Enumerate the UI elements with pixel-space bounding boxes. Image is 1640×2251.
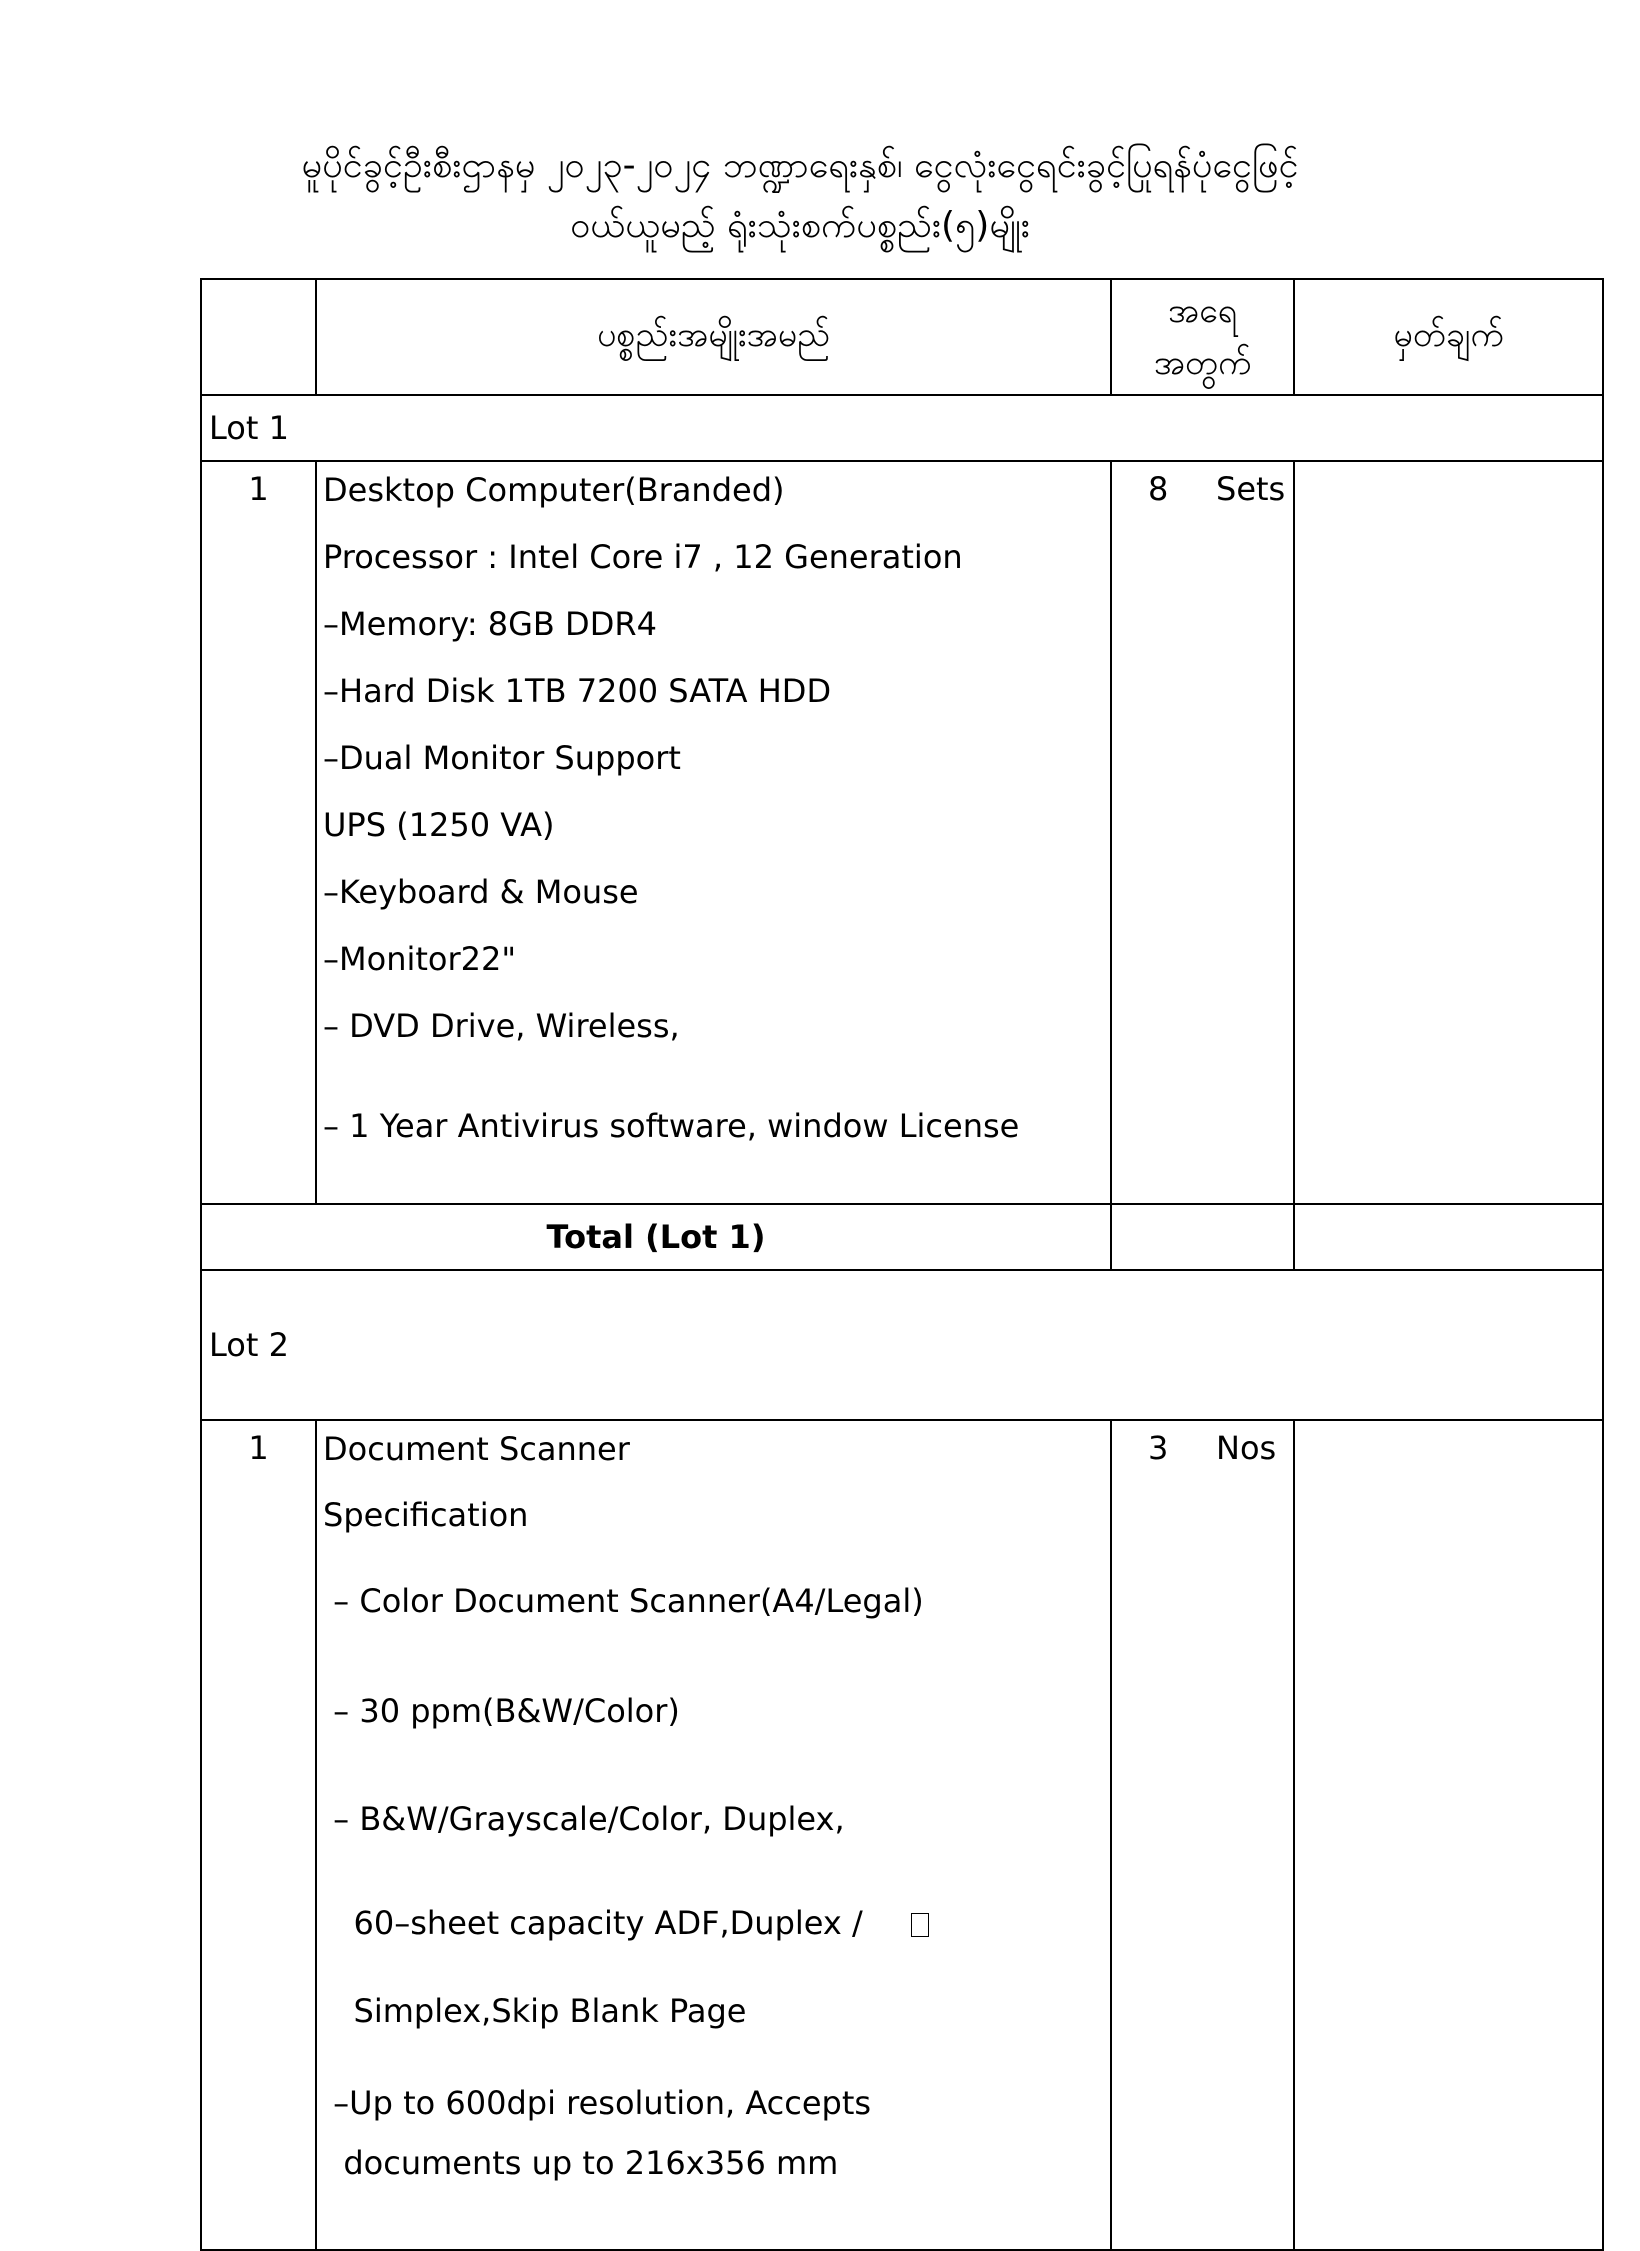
quantity-value: 8 (1148, 470, 1169, 508)
header-quantity-line1: အရေ (1167, 291, 1238, 331)
lot-row (201, 1270, 1603, 1420)
quantity-unit: Sets (1216, 470, 1286, 508)
lot-row (201, 395, 1603, 461)
item-spec (316, 461, 1111, 1204)
header-item-name: ပစ္စည်းအမျိုးအမည် (316, 279, 1111, 395)
header-quantity (1111, 279, 1294, 395)
total-remarks-cell (1294, 1204, 1603, 1270)
spec-line: Simplex,Skip Blank Page (323, 1992, 747, 2030)
spec-line: Processor : Intel Core i7 , 12 Generation (323, 538, 963, 576)
spec-line: –Hard Disk 1TB 7200 SATA HDD (323, 672, 832, 710)
quantity-unit: Nos (1216, 1429, 1277, 1467)
spec-line: Specification (323, 1496, 529, 1534)
item-spec (316, 1420, 1111, 2250)
table-row (201, 1420, 1603, 2250)
spec-line: –Dual Monitor Support (323, 739, 681, 777)
header-remarks: မှတ်ချက် (1294, 279, 1603, 395)
spec-line: – B&W/Grayscale/Color, Duplex, (323, 1800, 845, 1838)
spec-line: –Memory: 8GB DDR4 (323, 605, 657, 643)
remarks-cell (1294, 1420, 1603, 2250)
page-title-line1: မူပိုင်ခွင့်ဦးစီးဌာနမှ ၂၀၂၃-၂၀၂၄ ဘဏ္ဍာရေးနှစ်၊ ငွေလုံးငွေရင်းခွင့်ပြုရန်ပုံငွေဖြင့် (301, 145, 1299, 186)
quantity-cell (1111, 1420, 1294, 2250)
row-number: 1 (201, 1420, 316, 2250)
spec-line: documents up to 216x356 mm (323, 2144, 839, 2182)
row-number: 1 (201, 461, 316, 1204)
header-quantity-line2: အတွက် (1153, 343, 1252, 383)
spec-line: – DVD Drive, Wireless, (323, 1007, 680, 1045)
spec-line-text: 60–sheet capacity ADF,Duplex / (323, 1904, 863, 1942)
spec-line: – Color Document Scanner(A4/Legal) (323, 1582, 924, 1620)
spec-line: –Keyboard & Mouse (323, 873, 639, 911)
spec-line: – 1 Year Antivirus software, window License (323, 1107, 1020, 1145)
spec-line: UPS (1250 VA) (323, 806, 555, 844)
lot1-label: Lot 1 (201, 395, 1603, 461)
spec-line: Desktop Computer(Branded) (323, 471, 785, 509)
total-row (201, 1204, 1603, 1270)
lot2-label: Lot 2 (201, 1270, 1603, 1420)
quantity-value: 3 (1148, 1429, 1169, 1467)
spec-line: Document Scanner (323, 1430, 630, 1468)
table-row (201, 461, 1603, 1204)
header-number (201, 279, 316, 395)
spec-line: – 30 ppm(B&W/Color) (323, 1692, 680, 1730)
missing-glyph-icon (911, 1913, 929, 1937)
spec-line-with-glyph (323, 1903, 1110, 1991)
total-label: Total (Lot 1) (201, 1204, 1111, 1270)
spec-line: –Up to 600dpi resolution, Accepts (323, 2084, 872, 2122)
page-title-line2: ဝယ်ယူမည့် ရုံးသုံးစက်ပစ္စည်း(၅)မျိုး (570, 205, 1030, 246)
quantity-cell (1111, 461, 1294, 1204)
items-table (200, 278, 1604, 2251)
remarks-cell (1294, 461, 1603, 1204)
total-quantity-cell (1111, 1204, 1294, 1270)
spec-line: –Monitor22" (323, 940, 517, 978)
table-header-row (201, 279, 1603, 395)
